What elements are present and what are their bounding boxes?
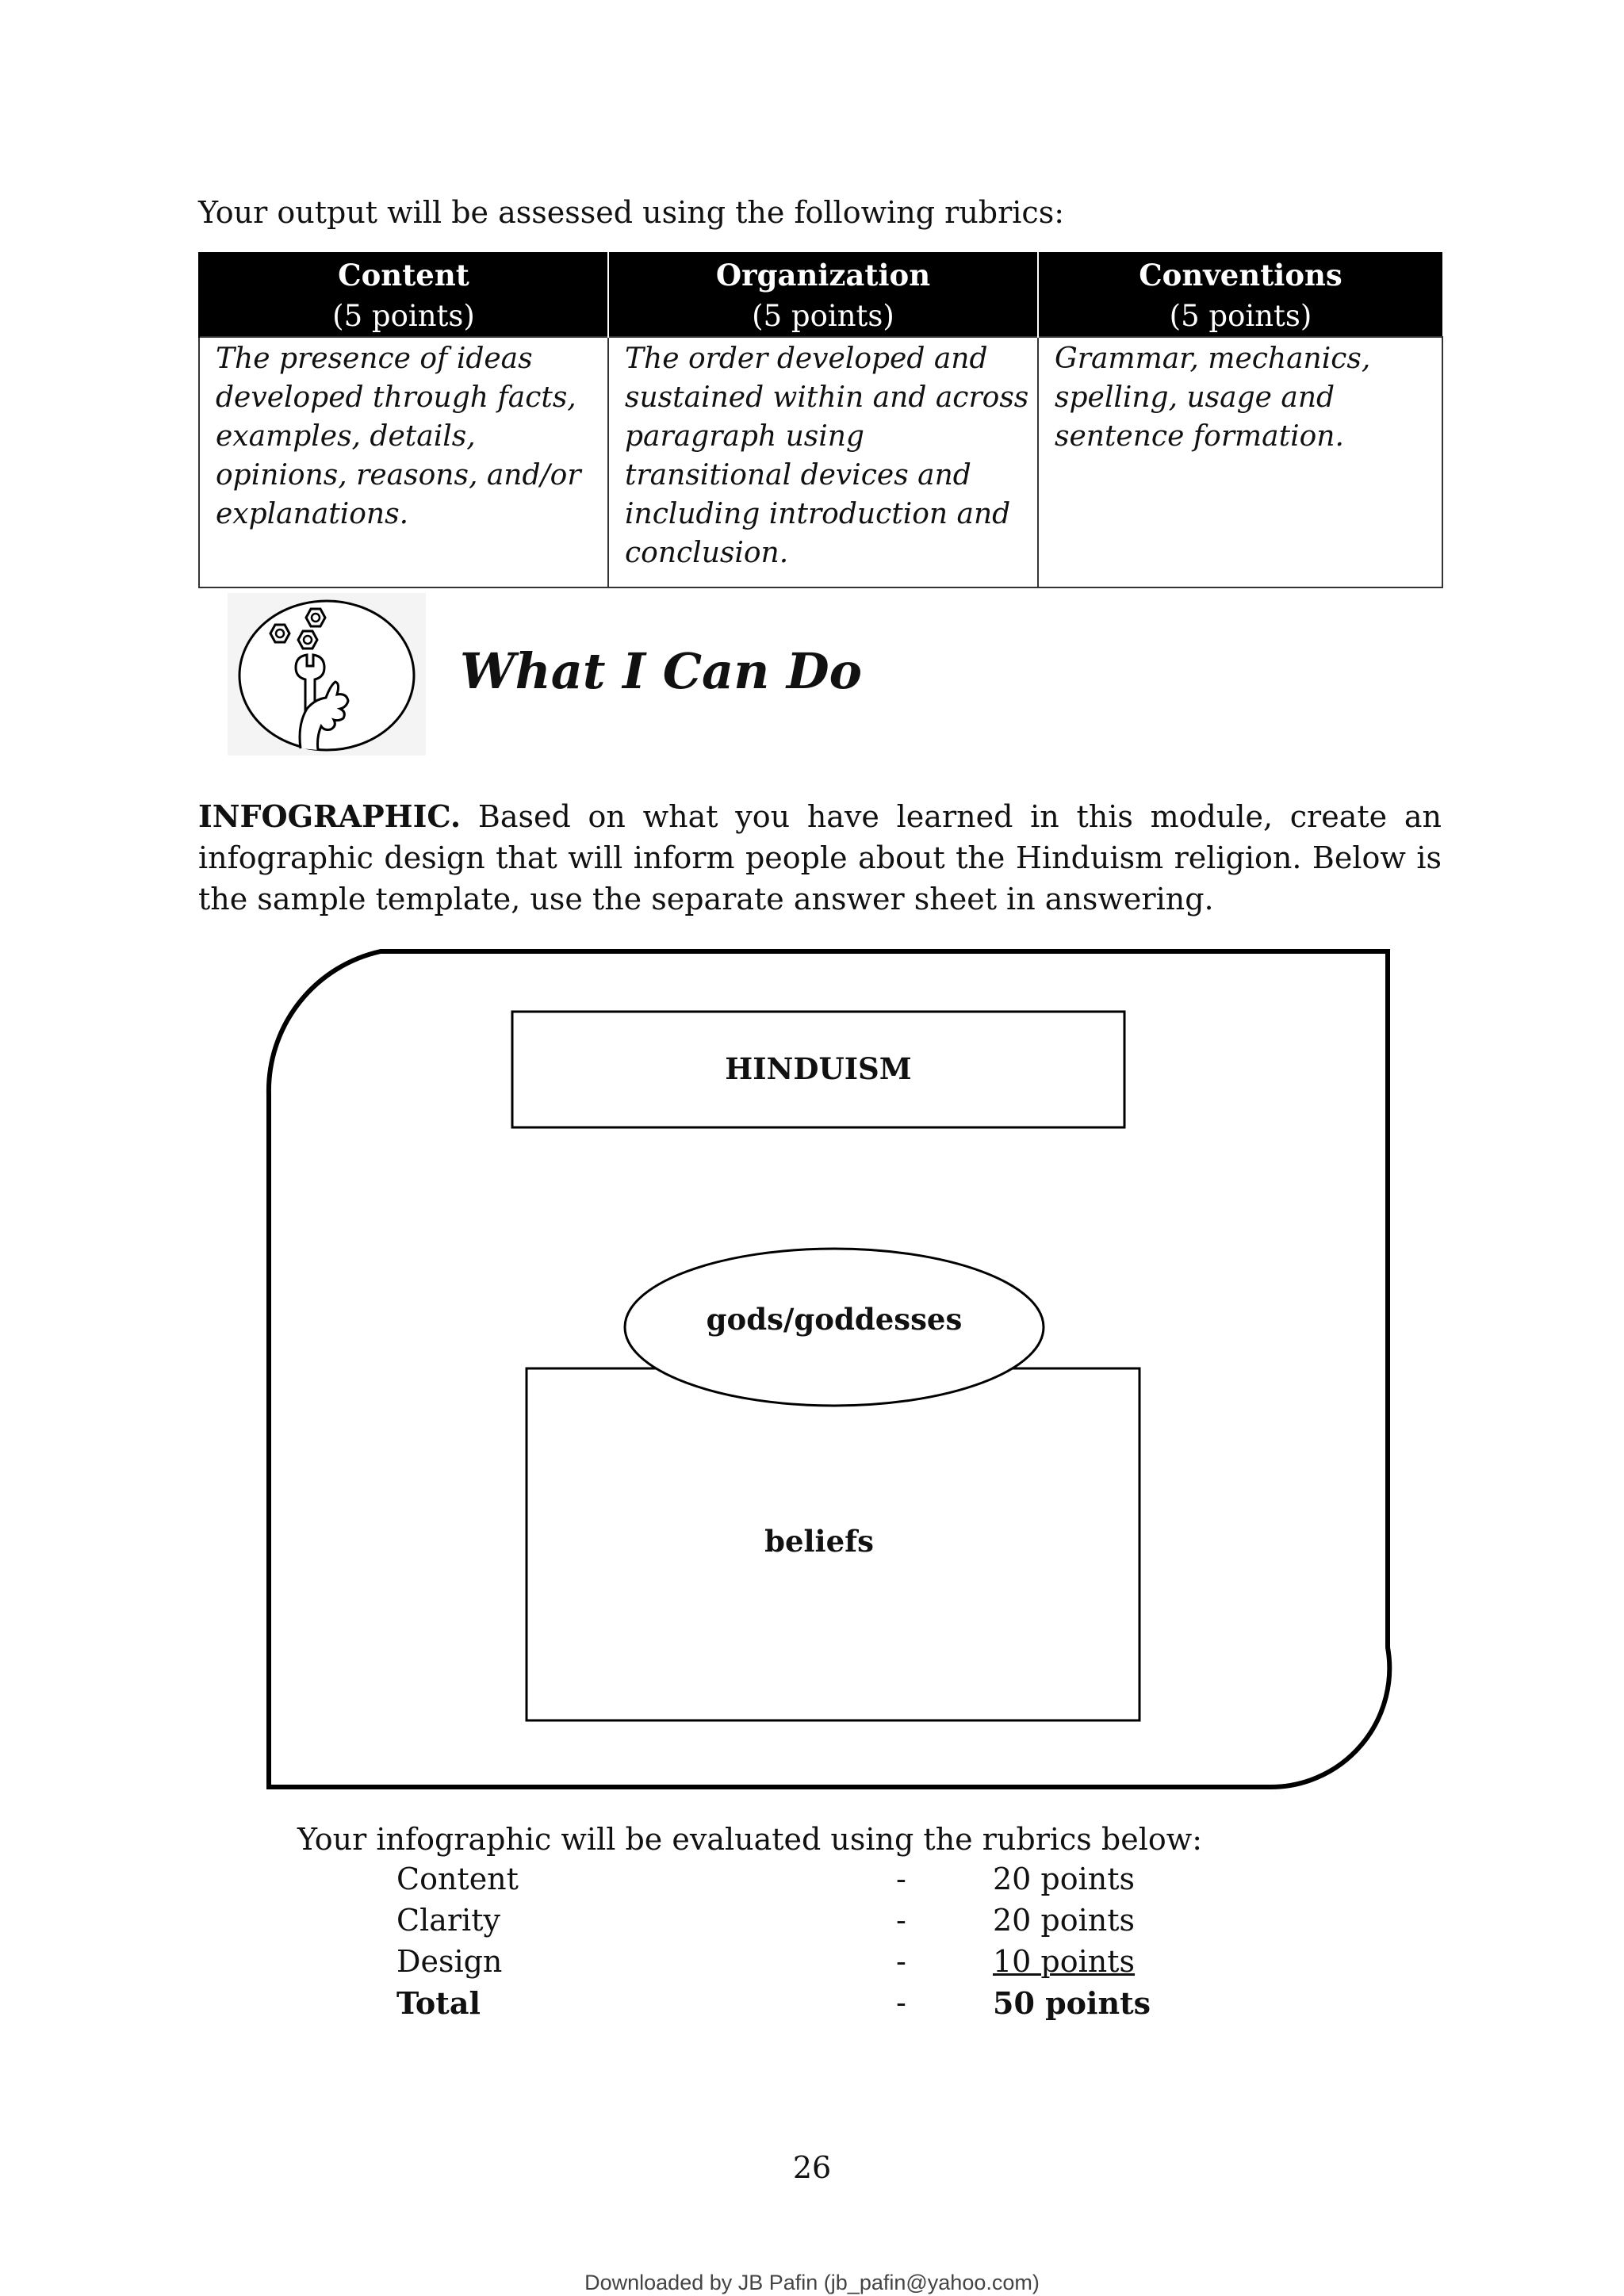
rubric-title: Content — [338, 258, 469, 293]
rubric-points: (5 points) — [332, 299, 475, 333]
rubric-header-conventions — [1038, 252, 1442, 337]
evaluation-separator: - — [896, 1985, 906, 2020]
evaluation-criterion: Design — [396, 1944, 503, 1979]
rubric-title: Conventions — [1139, 258, 1342, 293]
rubric-description-row — [199, 337, 1442, 587]
rubric-header-content — [199, 252, 608, 337]
hand-holding-wrench-icon — [228, 593, 426, 756]
download-footer: Downloaded by JB Pafin (jb_pafin@yahoo.com) — [584, 2271, 1040, 2294]
rubric-intro-text: Your output will be assessed using the following rubrics: — [198, 195, 1065, 230]
rubric-header-organization — [608, 252, 1038, 337]
page-number: 26 — [792, 2150, 832, 2185]
evaluation-points: 10 points — [993, 1944, 1136, 1979]
evaluation-points: 20 points — [993, 1862, 1136, 1896]
instruction-paragraph — [198, 796, 1442, 920]
template-body-box: beliefs — [764, 1524, 874, 1559]
evaluation-intro: Your infographic will be evaluated using the rubrics below: — [297, 1822, 1203, 1857]
evaluation-separator: - — [896, 1862, 906, 1896]
template-title-box: HINDUISM — [725, 1051, 912, 1086]
evaluation-total-label: Total — [396, 1985, 481, 2021]
section-title: What I Can Do — [460, 642, 862, 700]
rubric-table — [198, 252, 1443, 588]
evaluation-row — [396, 1944, 1150, 1985]
rubric-points: (5 points) — [1169, 299, 1312, 333]
rubric-description-conventions: Grammar, mechanics, spelling, usage and sentence formation. — [1038, 337, 1442, 587]
rubric-header-row — [199, 252, 1442, 337]
instruction-body: Based on what you have learned in this module, create an infographic design that will inform people about the Hinduism religion. Below is the sample template, use the separate answer sheet in answering. — [198, 799, 1442, 916]
evaluation-row — [396, 1862, 1150, 1903]
evaluation-row — [396, 1903, 1150, 1944]
evaluation-criterion: Content — [396, 1862, 519, 1896]
instruction-lead: INFOGRAPHIC. — [198, 798, 462, 834]
evaluation-total-points: 50 points — [993, 1985, 1151, 2021]
rubric-description-organization: The order developed and sustained within and across paragraph using transitional devices and including introduction and conclusion. — [608, 337, 1038, 587]
evaluation-separator: - — [896, 1944, 906, 1979]
rubric-description-content: The presence of ideas developed through facts, examples, details, opinions, reasons, and/or explanations. — [199, 337, 608, 587]
evaluation-points: 20 points — [993, 1903, 1136, 1938]
template-oval: gods/goddesses — [706, 1302, 963, 1337]
evaluation-separator: - — [896, 1903, 906, 1938]
evaluation-criterion: Clarity — [396, 1903, 500, 1938]
rubric-points: (5 points) — [752, 299, 894, 333]
evaluation-total-row — [396, 1985, 1150, 2026]
infographic-template — [262, 948, 1394, 1806]
rubric-title: Organization — [715, 258, 931, 293]
